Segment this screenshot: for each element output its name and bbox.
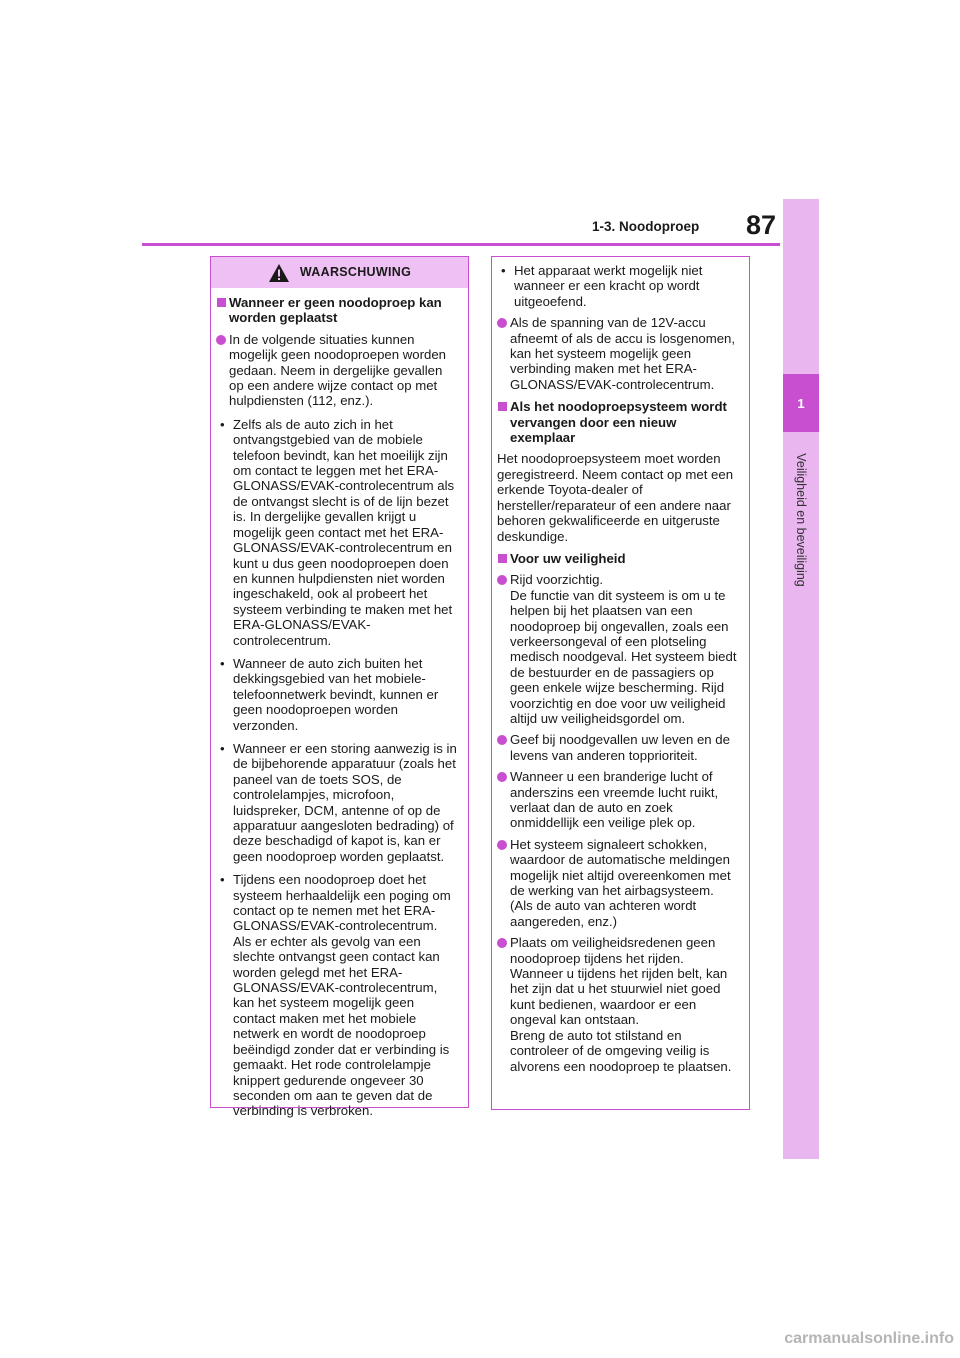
warning-bullet: • Tijdens een noodoproep doet het systeem herhaaldelijk een poging om contact op te nemen met het ERA-GLONASS/EVAK-controlecentrum. Als er echter als gevolg van een slechte ontvangst geen contact kan worden gelegd met het ERA-GLONASS/EVAK-controlecentrum, kan het systeem mogelijk geen contact maken met het mobiele netwerk en wordt de noodoproep beëindigd zonder dat er verbinding is gemaakt. Het rode controlelampje knippert gedurende ongeveer 30 seconden om aan te geven dat de verbinding is verbroken.	[216, 872, 458, 1119]
safety-item: Geef bij noodgevallen uw leven en de levens van anderen topprioriteit.	[497, 732, 739, 763]
safety-item: Rijd voorzichtig. De functie van dit systeem is om u te helpen bij het plaatsen van een noodoproep bij ongevallen, zoals een verkeersongeval of een plotseling medisch noodgeval. Het systeem biedt de bestuurder en de passagiers op geen enkele wijze bescherming. Rijd voorzichtig en doe voor uw veiligheid altijd uw veiligheidsgordel om.	[497, 572, 739, 726]
warning-bullet: • Zelfs als de auto zich in het ontvangstgebied van de mobiele telefoon bevindt, kan het moeilijk zijn om contact te leggen met het ERA-GLONASS/EVAK-controlecentrum als de ontvangst slecht is of de lijn bezet is. In dergelijke gevallen krijgt u mogelijk geen contact met het ERA-GLONASS/EVAK-controlecentrum en kunt u dus geen noodoproepen doen en kunnen hulpdiensten niet worden ingeschakeld, ook al probeert het systeem verbinding te maken met het ERA-GLONASS/EVAK-controlecentrum.	[216, 417, 458, 648]
warning-title: WAARSCHUWING	[299, 264, 412, 279]
warning-triangle-icon	[268, 263, 290, 283]
info-bullet: • Het apparaat werkt mogelijk niet wanneer er een kracht op wordt uitgeoefend.	[497, 263, 739, 309]
page-number: 87	[745, 210, 776, 240]
warning-heading: Wanneer er geen noodoproep kan worden geplaatst	[216, 295, 458, 326]
replace-paragraph: Het noodoproepsysteem moet worden geregistreerd. Neem contact op met een erkende Toyota-dealer of hersteller/reparateur of een andere naar behoren gekwalificeerde en uitgeruste deskundige.	[497, 451, 734, 544]
safety-item: Wanneer u een branderige lucht of anderszins een vreemde lucht ruikt, verlaat dan de auto en zoek onmiddellijk een veilige plek op.	[497, 769, 739, 831]
chapter-title: Veiligheid en beveiliging	[794, 453, 808, 587]
chapter-number-tab: 1	[783, 374, 819, 432]
battery-note: Als de spanning van de 12V-accu afneemt of als de accu is losgenomen, kan het systeem mogelijk geen verbinding maken met het ERA-GLONASS/EVAK-controlecentrum.	[497, 315, 739, 392]
header-divider	[142, 243, 780, 246]
warning-intro: In de volgende situaties kunnen mogelijk geen noodoproepen worden gedaan. Neem in dergelijke gevallen op een andere wijze contact op met hulpdiensten (112, enz.).	[216, 332, 458, 409]
safety-item: Plaats om veiligheidsredenen geen noodoproep tijdens het rijden. Wanneer u tijdens het rijden belt, kan het zijn dat u het stuurwiel niet goed kunt bedienen, waardoor er een ongeval kan ontstaan. Breng de auto tot stilstand en controleer of de omgeving veilig is alvorens een noodoproep te plaatsen.	[497, 935, 739, 1074]
section-title: 1-3. Noodoproep	[592, 219, 700, 234]
chapter-tab-strip	[783, 199, 819, 1159]
watermark: carmanualsonline.info	[784, 1330, 954, 1347]
warning-header	[211, 257, 468, 288]
warning-bullet: • Wanneer er een storing aanwezig is in de bijbehorende apparatuur (zoals het paneel van de toets SOS, de controlelampjes, microfoon, luidspreker, DCM, antenne of op de apparatuur aangesloten bedrading) of deze beschadigd of kapot is, kan er geen noodoproep worden geplaatst.	[216, 741, 458, 864]
warning-bullet: • Wanneer de auto zich buiten het dekkingsgebied van het mobiele-telefoonnetwerk bevindt, kunnen er geen noodoproepen worden verzonden.	[216, 656, 458, 733]
safety-item: Het systeem signaleert schokken, waardoor de automatische meldingen mogelijk niet altijd overeenkomen met de werking van het airbagsysteem. (Als de auto van achteren wordt aangereden, enz.)	[497, 837, 739, 929]
warning-box	[210, 256, 469, 1119]
replace-heading: Als het noodoproepsysteem wordt vervangen door een nieuw exemplaar	[497, 399, 739, 445]
info-box	[491, 256, 750, 1110]
safety-heading: Voor uw veiligheid	[497, 551, 739, 566]
